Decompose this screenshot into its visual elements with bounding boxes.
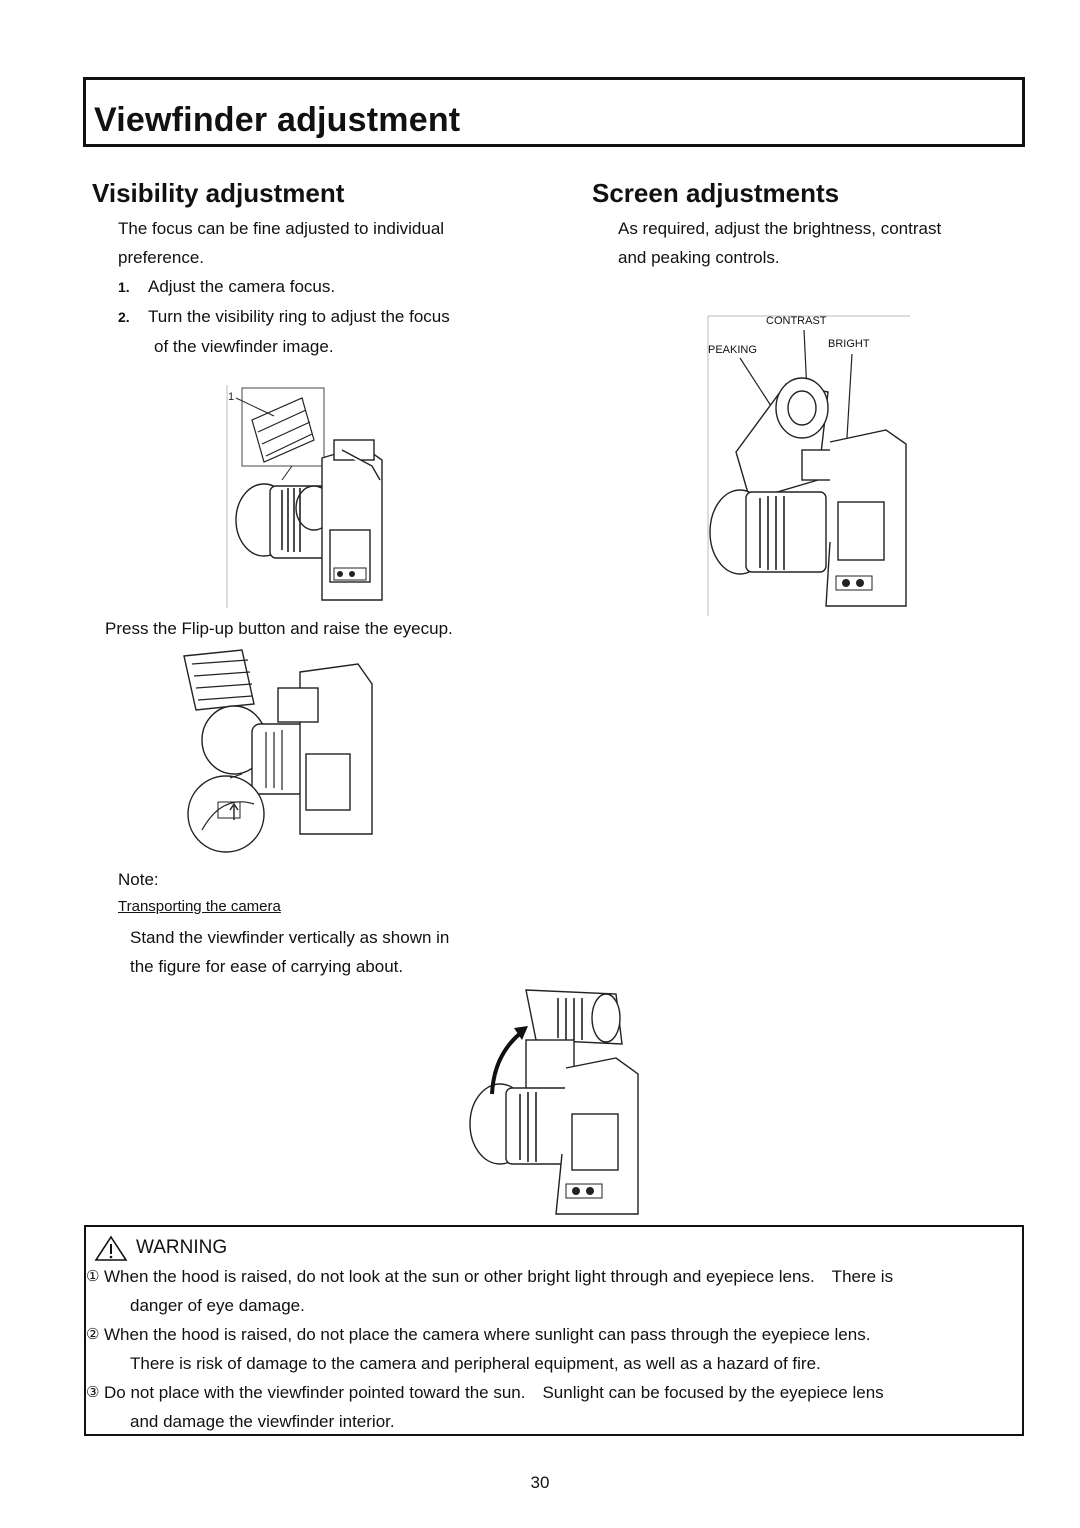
page-number: 30 [530, 1473, 550, 1492]
note-subheading: Transporting the camera [118, 898, 281, 915]
warning-triangle-icon [94, 1235, 128, 1261]
note-line-1: Stand the viewfinder vertically as shown in [130, 928, 450, 947]
warning-item-text-continued: There is risk of damage to the camera and peripheral equipment, as well as a hazard of fire. [130, 1354, 821, 1373]
step-number: 1. [118, 279, 130, 295]
bright-label: BRIGHT [828, 338, 870, 350]
figure-callout-1: 1 [228, 391, 235, 403]
warning-title: WARNING [136, 1237, 228, 1258]
note-body [130, 923, 550, 981]
visibility-ring-figure [222, 380, 390, 610]
visibility-intro-line-1: The focus can be fine adjusted to individual [118, 219, 445, 238]
step-text: Turn the visibility ring to adjust the focus [148, 307, 450, 326]
warning-item-text-continued: and damage the viewfinder interior. [130, 1412, 395, 1431]
warning-item-text: When the hood is raised, do not look at the sun or other bright light through and eyepiece lens. There is [104, 1267, 894, 1286]
warning-item-marker: ① [86, 1267, 100, 1285]
warning-item-marker: ③ [86, 1383, 100, 1401]
visibility-intro [118, 214, 538, 272]
warning-item-marker: ② [86, 1325, 100, 1343]
step-number: 2. [118, 309, 130, 325]
page-title: Viewfinder adjustment [94, 101, 461, 139]
step-text: Adjust the camera focus. [148, 277, 336, 296]
visibility-intro-line-2: preference. [118, 248, 204, 267]
screen-intro-line-2: and peaking controls. [618, 248, 780, 267]
warning-item-text: Do not place with the viewfinder pointed toward the sun. Sunlight can be focused by the eyepiece lens [104, 1383, 884, 1402]
flip-up-eyecup-figure [182, 644, 378, 856]
peaking-label: PEAKING [708, 344, 757, 356]
note-label: Note: [118, 870, 159, 889]
screen-heading: Screen adjustments [592, 178, 840, 208]
note-line-2: the figure for ease of carrying about. [130, 957, 404, 976]
contrast-label: CONTRAST [766, 315, 827, 327]
transport-figure [466, 984, 642, 1216]
visibility-heading: Visibility adjustment [92, 178, 345, 208]
step-1 [114, 272, 534, 302]
step-2-continuation: of the viewfinder image. [154, 337, 334, 356]
screen-controls-figure [706, 312, 914, 618]
screen-intro-line-1: As required, adjust the brightness, contrast [618, 219, 942, 238]
warning-item-text-continued: danger of eye damage. [130, 1296, 305, 1315]
step-2 [114, 302, 534, 332]
page-title-box [83, 77, 1025, 147]
screen-intro [618, 214, 1038, 272]
warning-item-text: When the hood is raised, do not place the camera where sunlight can pass through the eyepiece lens. [104, 1325, 871, 1344]
visibility-steps [114, 272, 534, 361]
flip-up-instruction: Press the Flip-up button and raise the eyecup. [105, 619, 453, 638]
warning-box [84, 1225, 1024, 1436]
